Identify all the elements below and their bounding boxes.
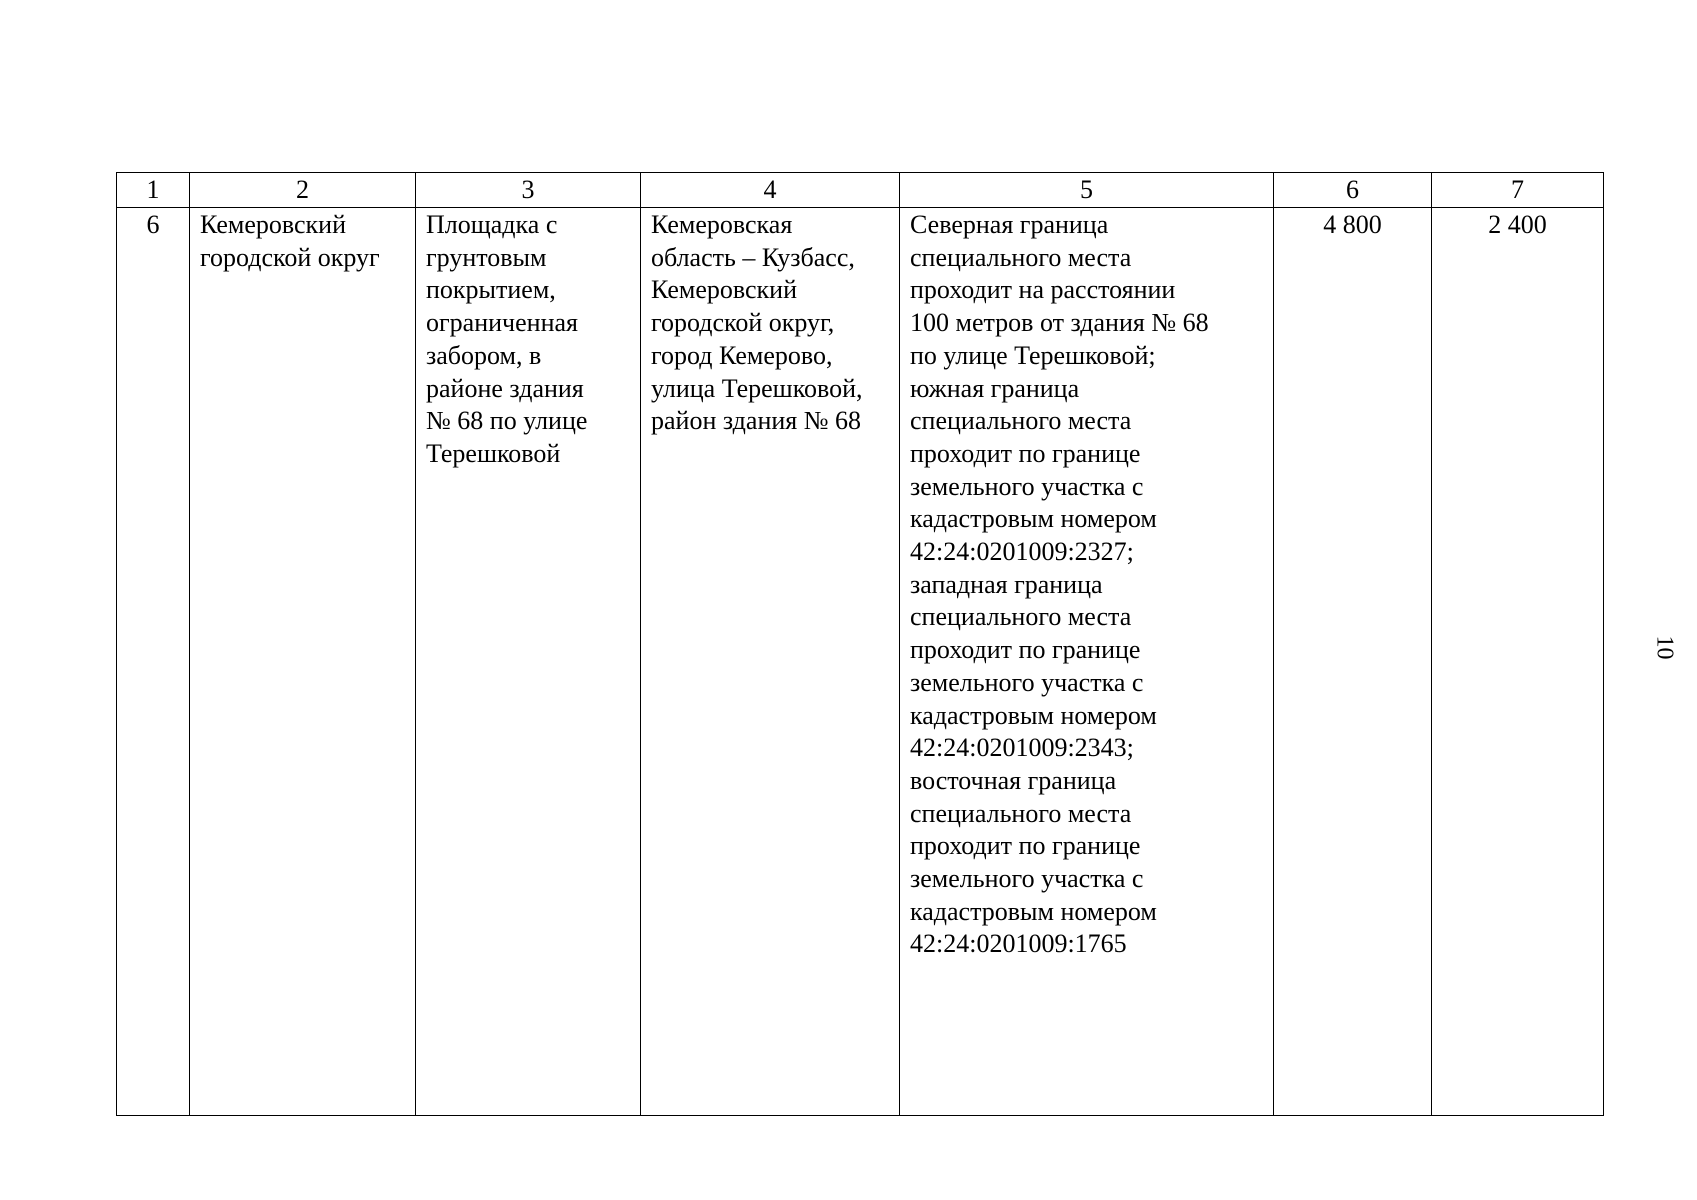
column-number-3: 3: [416, 173, 641, 208]
column-number-4: 4: [641, 173, 900, 208]
data-table: [116, 172, 1604, 1116]
boundaries-cell: Северная граница специального места проходит на расстоянии 100 метров от здания № 68 по улице Терешковой; южная граница специального места проходит по границе земельного участка с кадастровым номером 42:24:0201009:2327; западная граница специального места проходит по границе земельного участка с кадастровым номером 42:24:0201009:2343; восточная граница специального места проходит по границе земельного участка с кадастровым номером 42:24:0201009:1765: [900, 208, 1274, 1116]
description-cell: Площадка с грунтовым покрытием, ограниченная забором, в районе здания № 68 по улице Терешковой: [416, 208, 641, 1116]
address-cell: Кемеровская область – Кузбасс, Кемеровский городской округ, город Кемерово, улица Терешковой, район здания № 68: [641, 208, 900, 1116]
column-number-6: 6: [1274, 173, 1432, 208]
page-number: 10: [1651, 635, 1678, 660]
column-number-7: 7: [1432, 173, 1604, 208]
table-header-row: [117, 173, 1604, 208]
value-7-cell: 2 400: [1432, 208, 1604, 1116]
column-number-5: 5: [900, 173, 1274, 208]
table-row: [117, 208, 1604, 1116]
value-6-cell: 4 800: [1274, 208, 1432, 1116]
row-number-cell: 6: [117, 208, 190, 1116]
column-number-1: 1: [117, 173, 190, 208]
district-cell: Кемеровский городской округ: [190, 208, 416, 1116]
column-number-2: 2: [190, 173, 416, 208]
